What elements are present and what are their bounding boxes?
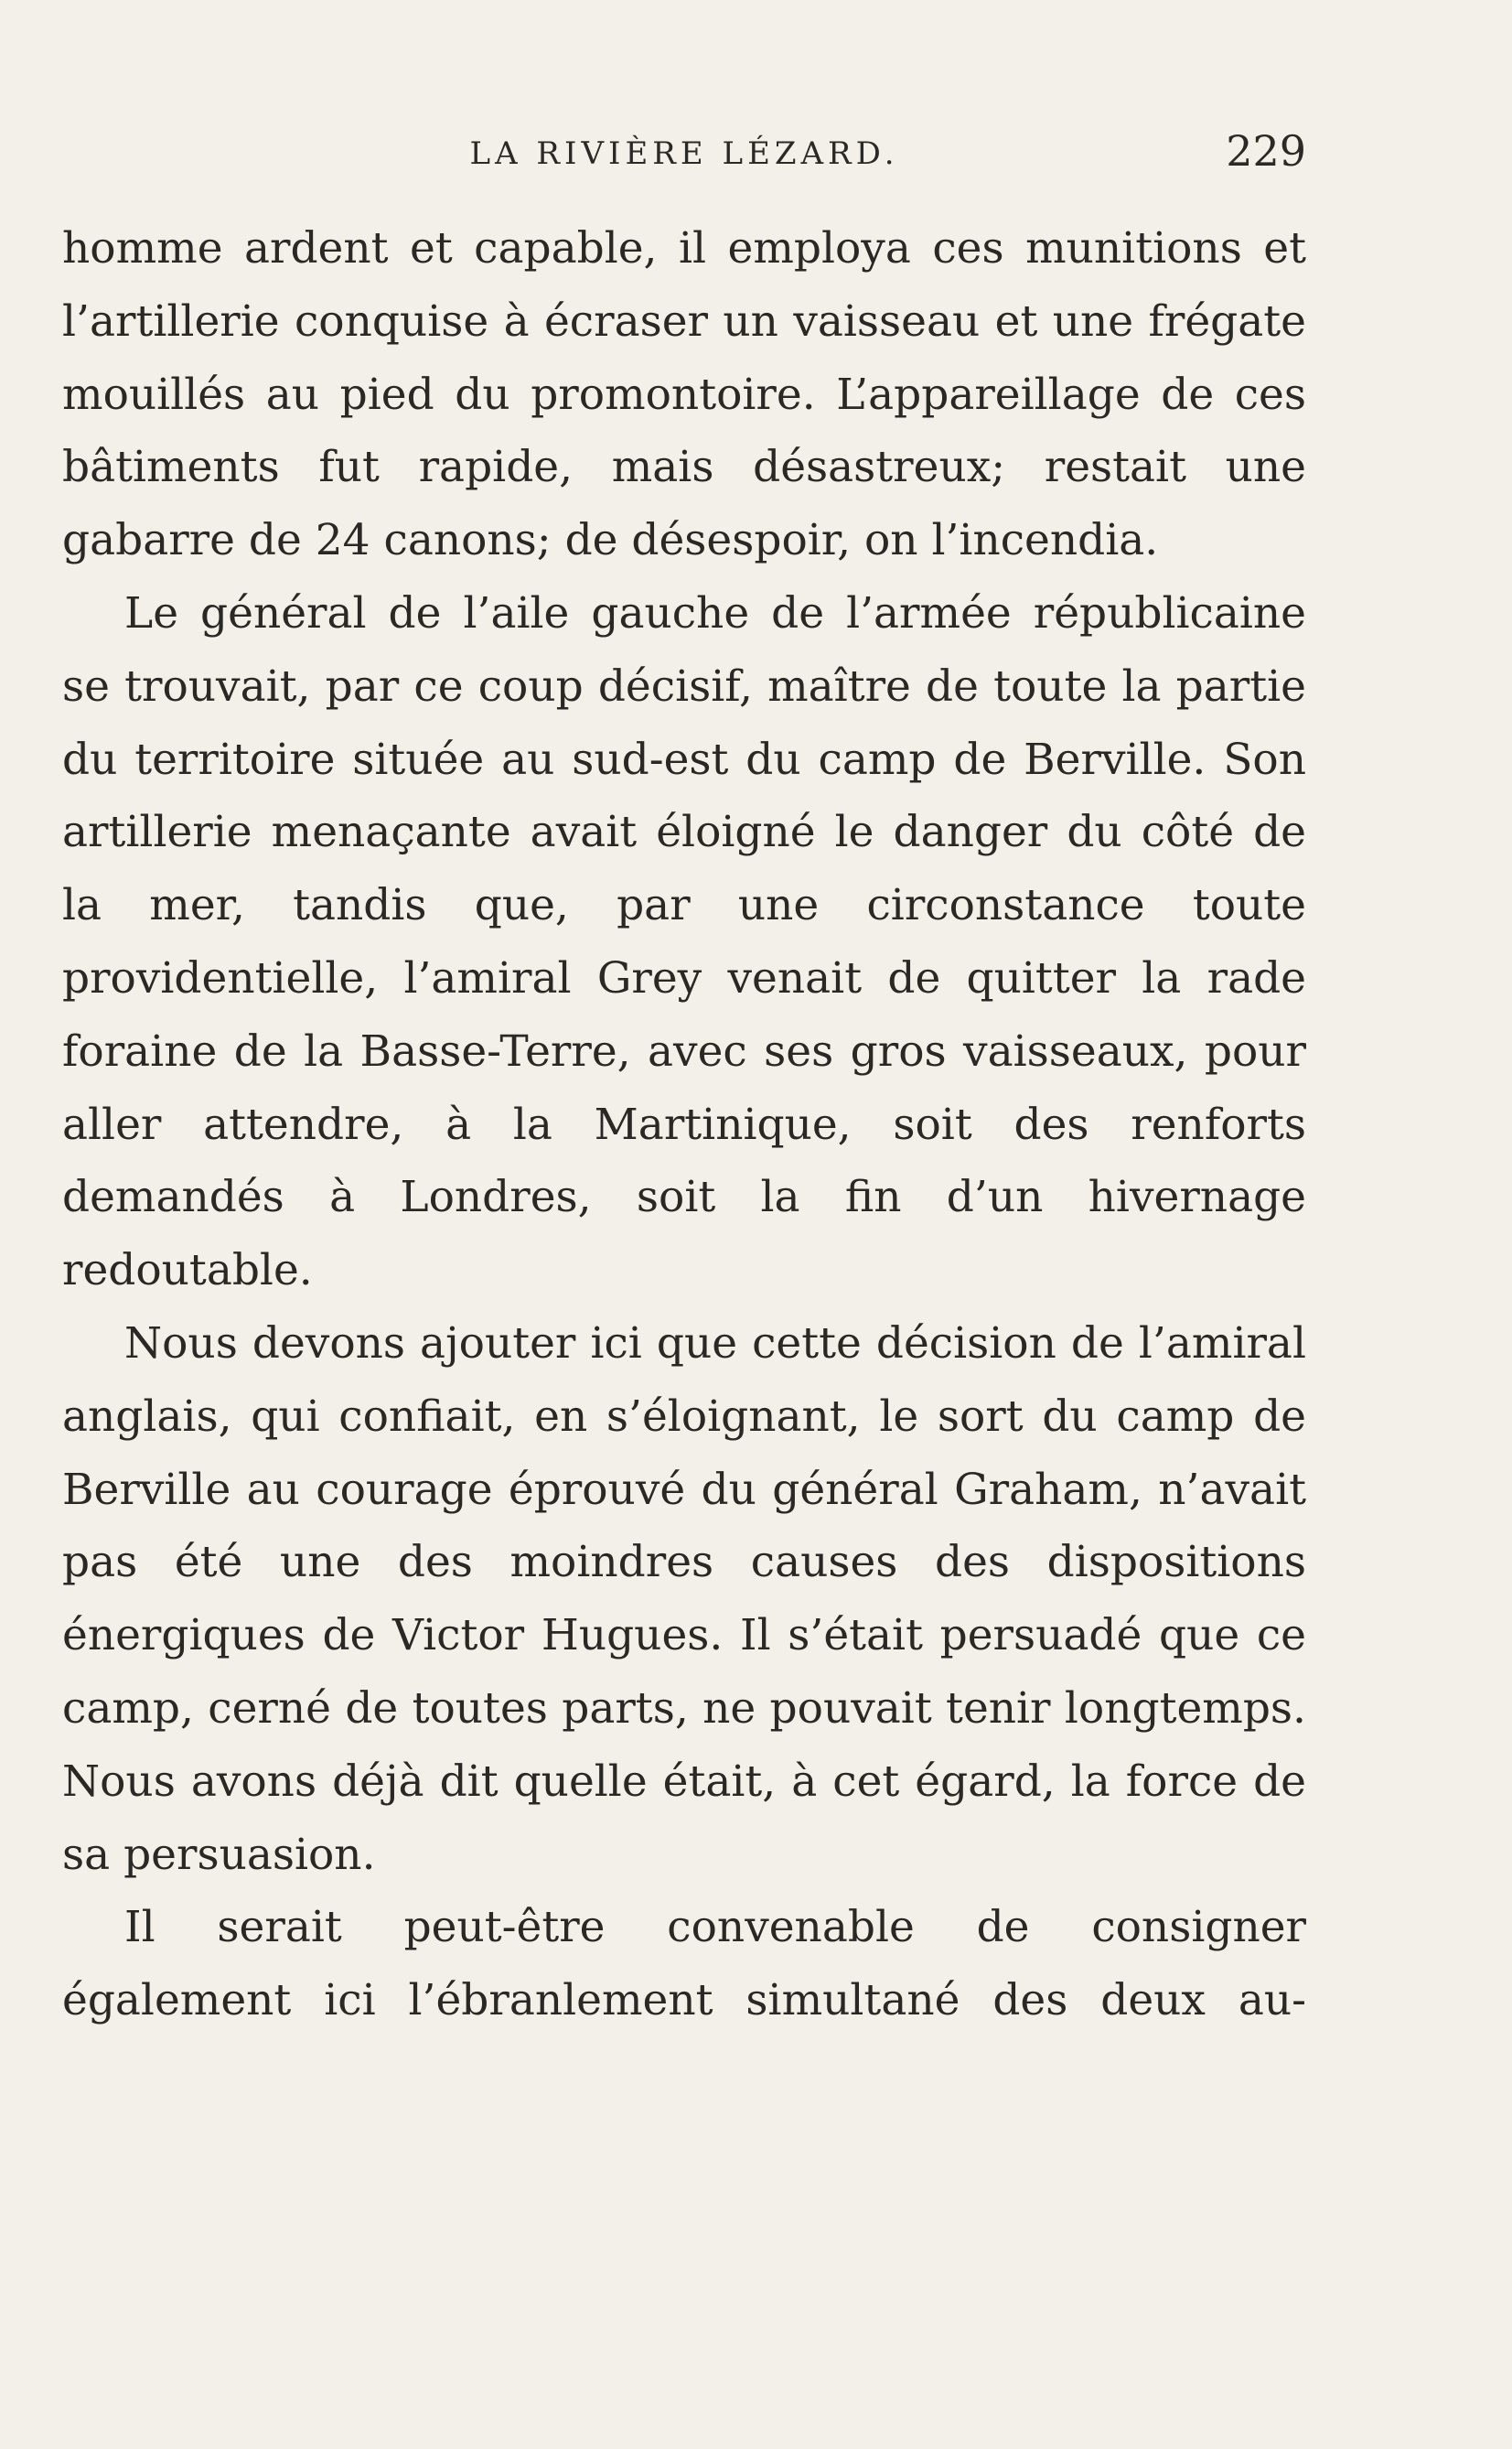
paragraph-1: homme ardent et capable, il employa ces munitions et l’artillerie conquise à écraser un vaisseau et une frégate mouillés au pied du promontoire. L’appareillage de ces bâtiments fut rapide, mais désastreux; restait une gabarre de 24 canons; de désespoir, on l’incendia.	[62, 223, 1306, 566]
paragraph-4: Il serait peut-être convenable de consigner également ici l’ébranlement simultané des deux au-	[62, 1902, 1306, 2026]
paragraph-3: Nous devons ajouter ici que cette décision de l’amiral anglais, qui confiait, en s’éloignant, le sort du camp de Berville au courage éprouvé du général Graham, n’avait pas été une des moindres causes des dispositions énergiques de Victor Hugues. Il s’était persuadé que ce camp, cerné de toutes parts, ne pouvait tenir longtemps. Nous avons déjà dit quelle était, à cet égard, la force de sa persuasion.	[62, 1317, 1306, 1880]
body-text	[62, 212, 1306, 2037]
paragraph-2: Le général de l’aile gauche de l’armée républicaine se trouvait, par ce coup décisif, maître de toute la partie du territoire située au sud-est du camp de Berville. Son artillerie menaçante avait éloigné le danger du côté de la mer, tandis que, par une circonstance toute providentielle, l’amiral Grey venait de quitter la rade foraine de la Basse-Terre, avec ses gros vaisseaux, pour aller attendre, à la Martinique, soit des renforts demandés à Londres, soit la fin d’un hivernage redoutable.	[62, 587, 1306, 1296]
running-head	[62, 126, 1306, 181]
page-number: 229	[1226, 126, 1306, 176]
running-title: LA RIVIÈRE LÉZARD.	[469, 135, 899, 172]
